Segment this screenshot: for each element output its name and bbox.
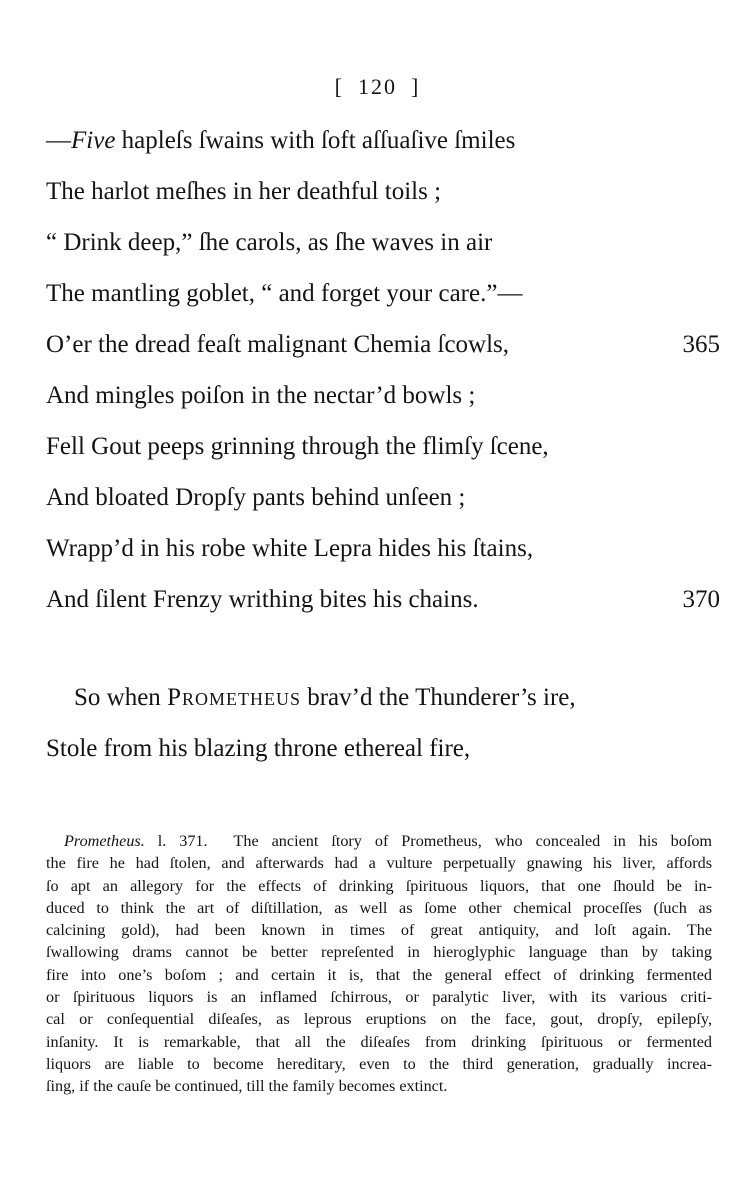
footnote-line: ſing, if the cauſe be continued, till the family becomes extinct.: [46, 1077, 448, 1096]
verse-line: And ſilent Frenzy writhing bites his chains. 370: [46, 574, 716, 625]
name-prometheus: Prometheus: [167, 684, 301, 711]
footnote-line: ſo apt an allegory for the effects of drinking ſpirituous liquors, that one ſhould be in-: [46, 876, 712, 895]
verse-line: “ Drink deep,” ſhe carols, as ſhe waves in air: [46, 229, 493, 256]
verse-line: So when Prometheus brav’d the Thunderer’s ire,: [74, 684, 576, 711]
line-number: 365: [682, 331, 720, 358]
footnote-line: liquors are liable to become hereditary, even to the third generation, gradually increa-: [46, 1054, 712, 1073]
footnote-line: cal or conſequential diſeaſes, as leprous eruptions on the face, gout, dropſy, epilepſy,: [46, 1010, 712, 1029]
verse-line: Fell Gout peeps grinning through the flimſy ſcene,: [46, 433, 549, 460]
footnote-line: ſwallowing drams cannot be better repreſented in hieroglyphic language than by taking: [46, 943, 712, 962]
verse-line: —Five hapleſs ſwains with ſoft aſſuaſive ſmiles: [46, 127, 516, 154]
footnote: [46, 830, 712, 1098]
verse-line: The mantling goblet, “ and forget your care.”—: [46, 280, 523, 307]
footnote-line: calcining gold), had been known in times of great antiquity, and loſt again. The: [46, 921, 712, 940]
page-number-value: 120: [358, 74, 397, 99]
verse-line: Wrapp’d in his robe white Lepra hides his ſtains,: [46, 535, 534, 562]
verse-line: The harlot meſhes in her deathful toils ;: [46, 178, 442, 205]
line-number: 370: [682, 586, 720, 613]
footnote-line: the fire he had ſtolen, and afterwards had a vulture perpetually gnawing his liver, affords: [46, 854, 712, 873]
verse-stanza-2: [46, 672, 716, 774]
footnote-line: Prometheus. l. 371. The ancient ſtory of Prometheus, who concealed in his boſom: [64, 832, 712, 850]
verse-line: And mingles poiſon in the nectar’d bowls ;: [46, 382, 476, 409]
close-bracket: ]: [411, 74, 421, 99]
verse-line: Stole from his blazing throne ethereal fire,: [46, 735, 471, 762]
verse-stanza-1: [46, 115, 720, 625]
emphasis: Five: [71, 127, 116, 154]
footnote-line: or ſpirituous liquors is an inflamed ſchirrous, or paralytic liver, with its various criti-: [46, 988, 712, 1007]
footnote-label: Prometheus.: [64, 832, 145, 850]
open-bracket: [: [334, 74, 344, 99]
verse-line: O’er the dread feaſt malignant Chemia ſcowls, 365: [46, 319, 716, 370]
footnote-line: duced to think the art of diſtillation, as well as ſome other chemical proceſſes (ſuch as: [46, 898, 712, 917]
verse-line: And bloated Dropſy pants behind unſeen ;: [46, 484, 466, 511]
footnote-ref: l. 371.: [144, 832, 208, 850]
footnote-line: fire into one’s boſom ; and certain it is, that the general effect of drinking fermented: [46, 965, 712, 984]
page-number: [0, 74, 755, 100]
footnote-line: inſanity. It is remarkable, that all the diſeaſes from drinking ſpirituous or fermented: [46, 1032, 712, 1051]
